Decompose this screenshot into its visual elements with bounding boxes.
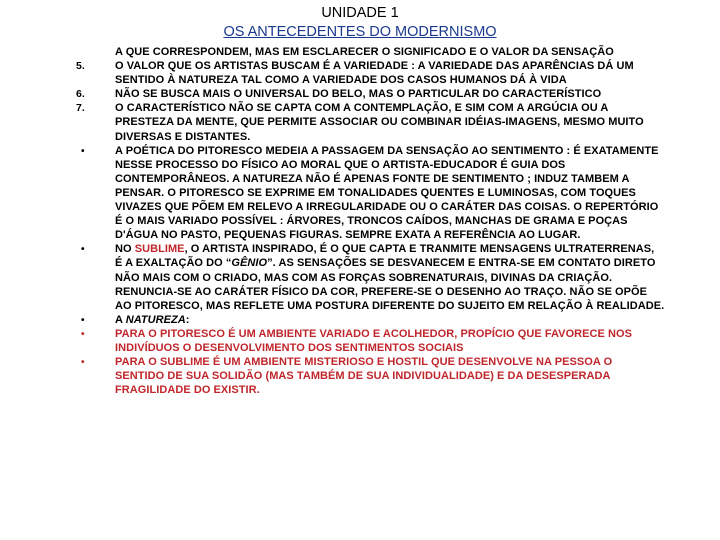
- text-line: SENTIDO DE SUA SOLIDÃO (MAS TAMBÉM DE SUA INDIVIDUALIDADE) E DA DESESPERADA: [115, 370, 611, 383]
- text-line: CONTEMPORÂNEOS. A NATUREZA NÃO É APENAS FONTE DE SENTIMENTO ; INDUZ TAMBEM A: [115, 172, 630, 185]
- text-line: NÃO SE BUSCA MAIS O UNIVERSAL DO BELO, MAS O PARTICULAR DO CARACTERÍSTICO: [115, 88, 602, 101]
- text-segment: É A EXALTAÇÃO DO “: [115, 257, 232, 270]
- text-line: NESSE PROCESSO DO FÍSICO AO MORAL QUE O ARTISTA-EDUCADOR É GUIA DOS: [115, 158, 566, 171]
- item-text: [115, 327, 715, 355]
- text-line: FRAGILIDADE DO EXISTIR.: [115, 384, 260, 397]
- list-item: [0, 355, 720, 397]
- text-line: [115, 256, 715, 270]
- text-segment: , O ARTISTA INSPIRADO, É O QUE CAPTA E TRANMITE MENSAGENS ULTRATERRENAS,: [184, 243, 655, 256]
- text-line: SENTIDO À NATUREZA TAL COMO A VARIEDADE DOS CASOS HUMANOS DÁ À VIDA: [115, 74, 567, 87]
- bullet-icon: •: [81, 145, 85, 157]
- bullet-icon: •: [81, 314, 85, 326]
- list-number: 5.: [76, 60, 85, 73]
- text-line: VIVAZES QUE PÕEM EM RELEVO A IRREGULARIDADE OU O CARÁTER DAS COISAS. O REPERTÓRIO: [115, 201, 659, 214]
- text-line: O CARACTERÍSTICO NÃO SE CAPTA COM A CONTEMPLAÇÃO, E SIM COM A ARGÚCIA OU A: [115, 102, 609, 115]
- text-line: [115, 242, 715, 256]
- item-text: [115, 101, 715, 143]
- list-item: [0, 242, 720, 312]
- list-item: [0, 313, 720, 327]
- list-item: [0, 101, 720, 143]
- text-line: DIVERSAS E DISTANTES.: [115, 130, 251, 143]
- text-line: NÃO MAIS COM O CRIADO, MAS COM AS FORÇAS SOBRENATURAIS, DIVINAS DA CRIAÇÃO.: [115, 271, 613, 284]
- bullet-icon: •: [81, 357, 85, 369]
- text-line: D'ÁGUA NO PASTO, PEQUENAS FIGURAS. SEMPRE EXATA A REFERÊNCIA AO LUGAR.: [115, 229, 581, 242]
- emphasized-term: GÊNIO: [231, 257, 268, 270]
- page-title: UNIDADE 1: [321, 5, 399, 21]
- text-line: AO PITORESCO, MAS REFLETE UMA POSTURA DIFERENTE DO SUJEITO EM RELAÇÃO À REALIDADE.: [115, 299, 665, 312]
- item-text: [115, 45, 715, 59]
- bullet-icon: •: [81, 244, 85, 256]
- text-line: PARA O SUBLIME É UM AMBIENTE MISTERIOSO E HOSTIL QUE DESENVOLVE NA PESSOA O: [115, 356, 613, 369]
- text-line: [115, 313, 715, 327]
- page-subtitle: OS ANTECEDENTES DO MODERNISMO: [223, 24, 497, 40]
- item-text: [115, 144, 715, 243]
- item-text: [115, 313, 715, 327]
- text-segment: A: [115, 313, 126, 326]
- text-segment: :: [185, 313, 190, 326]
- bullet-icon: •: [81, 328, 85, 340]
- text-line: PENSAR. O PITORESCO SE EXPRIME EM TONALIDADES QUENTES E LUMINOSAS, COM TOQUES: [115, 186, 636, 199]
- text-line: RENUNCIA-SE AO CARÁTER FÍSICO DA COR, PREFERE-SE O DESENHO AO TRAÇO. NÃO SE OPÕE: [115, 285, 648, 298]
- text-line: A POÉTICA DO PITORESCO MEDEIA A PASSAGEM DA SENSAÇÃO AO SENTIMENTO : É EXATAMENTE: [115, 144, 659, 157]
- list-item: [0, 87, 720, 101]
- text-segment: ”. AS SENSAÇÕES SE DESVANECEM E ENTRA-SE EM CONTATO DIRETO: [267, 257, 656, 270]
- text-line: É O MAIS VARIADO POSSÍVEL : ÁRVORES, TRONCOS CAÍDOS, MANCHAS DE GRAMA E POÇAS: [115, 215, 628, 228]
- highlighted-term: SUBLIME: [134, 243, 185, 256]
- text-line: PARA O PITORESCO É UM AMBIENTE VARIADO E ACOLHEDOR, PROPÍCIO QUE FAVORECE NOS: [115, 327, 633, 340]
- item-text: [115, 87, 715, 101]
- content-list: [0, 45, 720, 397]
- item-text: [115, 242, 715, 312]
- text-line: INDIVÍDUOS O DESENVOLVIMENTO DOS SENTIMENTOS SOCIAIS: [115, 341, 464, 354]
- text-line: A QUE CORRESPONDEM, MAS EM ESCLARECER O SIGNIFICADO E O VALOR DA SENSAÇÃO: [115, 46, 614, 58]
- list-item: [0, 45, 720, 59]
- text-segment: NO: [115, 243, 135, 256]
- text-line: PRESTEZA DA MENTE, QUE PERMITE ASSOCIAR OU COMBINAR IDÉIAS-IMAGENS, MESMO MUITO: [115, 116, 644, 129]
- item-text: [115, 355, 715, 397]
- item-text: [115, 59, 715, 87]
- emphasized-term: NATUREZA: [125, 313, 186, 326]
- list-item: [0, 59, 720, 87]
- text-line: O VALOR QUE OS ARTISTAS BUSCAM É A VARIEDADE : A VARIEDADE DAS APARÊNCIAS DÁ UM: [115, 60, 634, 73]
- list-item: [0, 144, 720, 243]
- list-number: 6.: [76, 88, 85, 101]
- list-number: 7.: [76, 102, 85, 115]
- list-item: [0, 327, 720, 355]
